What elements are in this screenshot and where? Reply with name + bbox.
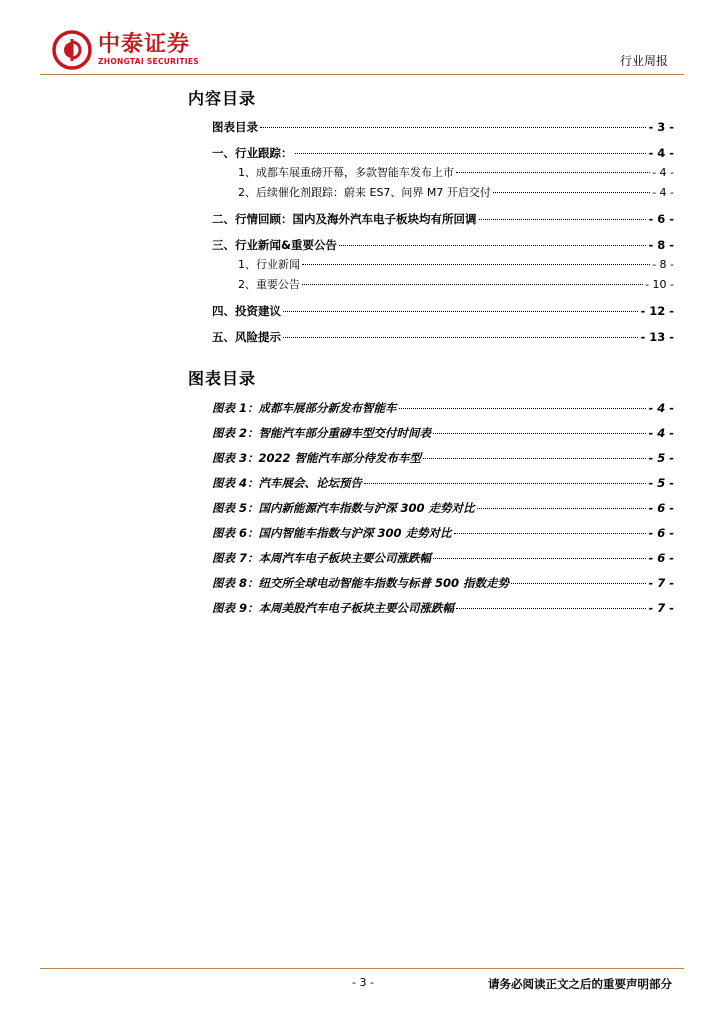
page-number: - 3 - xyxy=(352,976,374,989)
dot-leader xyxy=(433,433,646,434)
entry-page-number: - 6 - xyxy=(648,526,674,540)
toc-entry[interactable] xyxy=(212,209,674,229)
figure-list-entry[interactable] xyxy=(212,521,674,546)
entry-label: 图表 6：国内智能车指数与沪深 300 走势对比 xyxy=(212,526,452,540)
figure-list-entry[interactable] xyxy=(212,546,674,571)
figure-list-entry[interactable] xyxy=(212,421,674,446)
entry-label: 图表 3：2022 智能汽车部分待发布车型 xyxy=(212,451,422,465)
entry-page-number: - 4 - xyxy=(648,401,674,415)
zhongtai-logo-icon xyxy=(52,30,92,70)
entry-label: 四、投资建议 xyxy=(212,304,281,318)
company-logo xyxy=(52,30,199,70)
entry-page-number: - 4 - xyxy=(652,166,674,179)
entry-label: 图表目录 xyxy=(212,120,258,134)
toc-entry[interactable] xyxy=(212,275,674,295)
logo-english-name: ZHONGTAI SECURITIES xyxy=(98,57,199,66)
toc-entry[interactable] xyxy=(212,163,674,183)
entry-label: 1、行业新闻 xyxy=(238,258,300,271)
entry-label: 图表 7：本周汽车电子板块主要公司涨跌幅 xyxy=(212,551,432,565)
dot-leader xyxy=(302,264,650,265)
entry-label: 图表 9：本周美股汽车电子板块主要公司涨跌幅 xyxy=(212,601,455,615)
figure-list-entry[interactable] xyxy=(212,471,674,496)
toc-entry[interactable] xyxy=(212,301,674,321)
entry-page-number: - 4 - xyxy=(652,186,674,199)
toc-entry[interactable] xyxy=(212,143,674,163)
entry-page-number: - 12 - xyxy=(640,304,674,318)
dot-leader xyxy=(477,508,647,509)
report-type-label: 行业周报 xyxy=(619,54,668,68)
entry-label: 图表 2：智能汽车部分重磅车型交付时间表 xyxy=(212,426,432,440)
entry-page-number: - 5 - xyxy=(648,451,674,465)
entry-label: 2、重要公告 xyxy=(238,278,300,291)
entry-page-number: - 6 - xyxy=(648,212,674,226)
toc-entry[interactable] xyxy=(212,183,674,203)
header-divider xyxy=(40,74,684,75)
entry-label: 图表 1：成都车展部分新发布智能车 xyxy=(212,401,397,415)
entry-page-number: - 5 - xyxy=(648,476,674,490)
footer-divider xyxy=(40,968,684,969)
toc-entry[interactable] xyxy=(212,117,674,137)
entry-page-number: - 8 - xyxy=(652,258,674,271)
figure-list-entry[interactable] xyxy=(212,446,674,471)
dot-leader xyxy=(399,408,647,409)
toc-entry[interactable] xyxy=(212,255,674,275)
dot-leader xyxy=(364,483,646,484)
figure-list-entry[interactable] xyxy=(212,571,674,596)
dot-leader xyxy=(511,583,646,584)
figure-list-entry[interactable] xyxy=(212,496,674,521)
entry-label: 三、行业新闻&重要公告 xyxy=(212,238,338,252)
entry-label: 图表 5：国内新能源汽车指数与沪深 300 走势对比 xyxy=(212,501,475,515)
dot-leader xyxy=(283,337,638,338)
figures-title: 图表目录 xyxy=(188,369,257,388)
entry-page-number: - 4 - xyxy=(648,146,674,160)
entry-page-number: - 8 - xyxy=(648,238,674,252)
entry-page-number: - 6 - xyxy=(648,501,674,515)
entry-page-number: - 6 - xyxy=(648,551,674,565)
entry-label: 2、后续催化剂跟踪：蔚来 ES7、问界 M7 开启交付 xyxy=(238,186,491,199)
dot-leader xyxy=(456,608,646,609)
dot-leader xyxy=(423,458,646,459)
entry-page-number: - 10 - xyxy=(645,278,674,291)
dot-leader xyxy=(479,219,647,220)
dot-leader xyxy=(493,192,650,193)
entry-page-number: - 3 - xyxy=(648,120,674,134)
disclaimer-note: 请务必阅读正文之后的重要声明部分 xyxy=(488,977,672,991)
toc-entry[interactable] xyxy=(212,327,674,347)
figure-list-entry[interactable] xyxy=(212,596,674,621)
entry-label: 一、行业跟踪： xyxy=(212,146,293,160)
contents-title: 内容目录 xyxy=(188,89,257,108)
dot-leader xyxy=(454,533,647,534)
logo-chinese-name: 中泰证券 xyxy=(98,32,191,57)
entry-label: 五、风险提示 xyxy=(212,330,281,344)
dot-leader xyxy=(302,284,643,285)
entry-label: 二、行情回顾：国内及海外汽车电子板块均有所回调 xyxy=(212,212,477,226)
dot-leader xyxy=(283,311,638,312)
dot-leader xyxy=(456,172,650,173)
entry-label: 图表 4：汽车展会、论坛预告 xyxy=(212,476,363,490)
dot-leader xyxy=(295,153,647,154)
entry-page-number: - 4 - xyxy=(648,426,674,440)
entry-page-number: - 7 - xyxy=(648,601,674,615)
toc-entry[interactable] xyxy=(212,235,674,255)
figure-list xyxy=(212,396,674,621)
dot-leader xyxy=(339,245,646,246)
table-of-contents xyxy=(212,117,674,347)
entry-label: 图表 8：纽交所全球电动智能车指数与标普 500 指数走势 xyxy=(212,576,510,590)
entry-page-number: - 13 - xyxy=(640,330,674,344)
dot-leader xyxy=(260,127,646,128)
entry-page-number: - 7 - xyxy=(648,576,674,590)
entry-label: 1、成都车展重磅开幕，多款智能车发布上市 xyxy=(238,166,454,179)
dot-leader xyxy=(433,558,646,559)
figure-list-entry[interactable] xyxy=(212,396,674,421)
